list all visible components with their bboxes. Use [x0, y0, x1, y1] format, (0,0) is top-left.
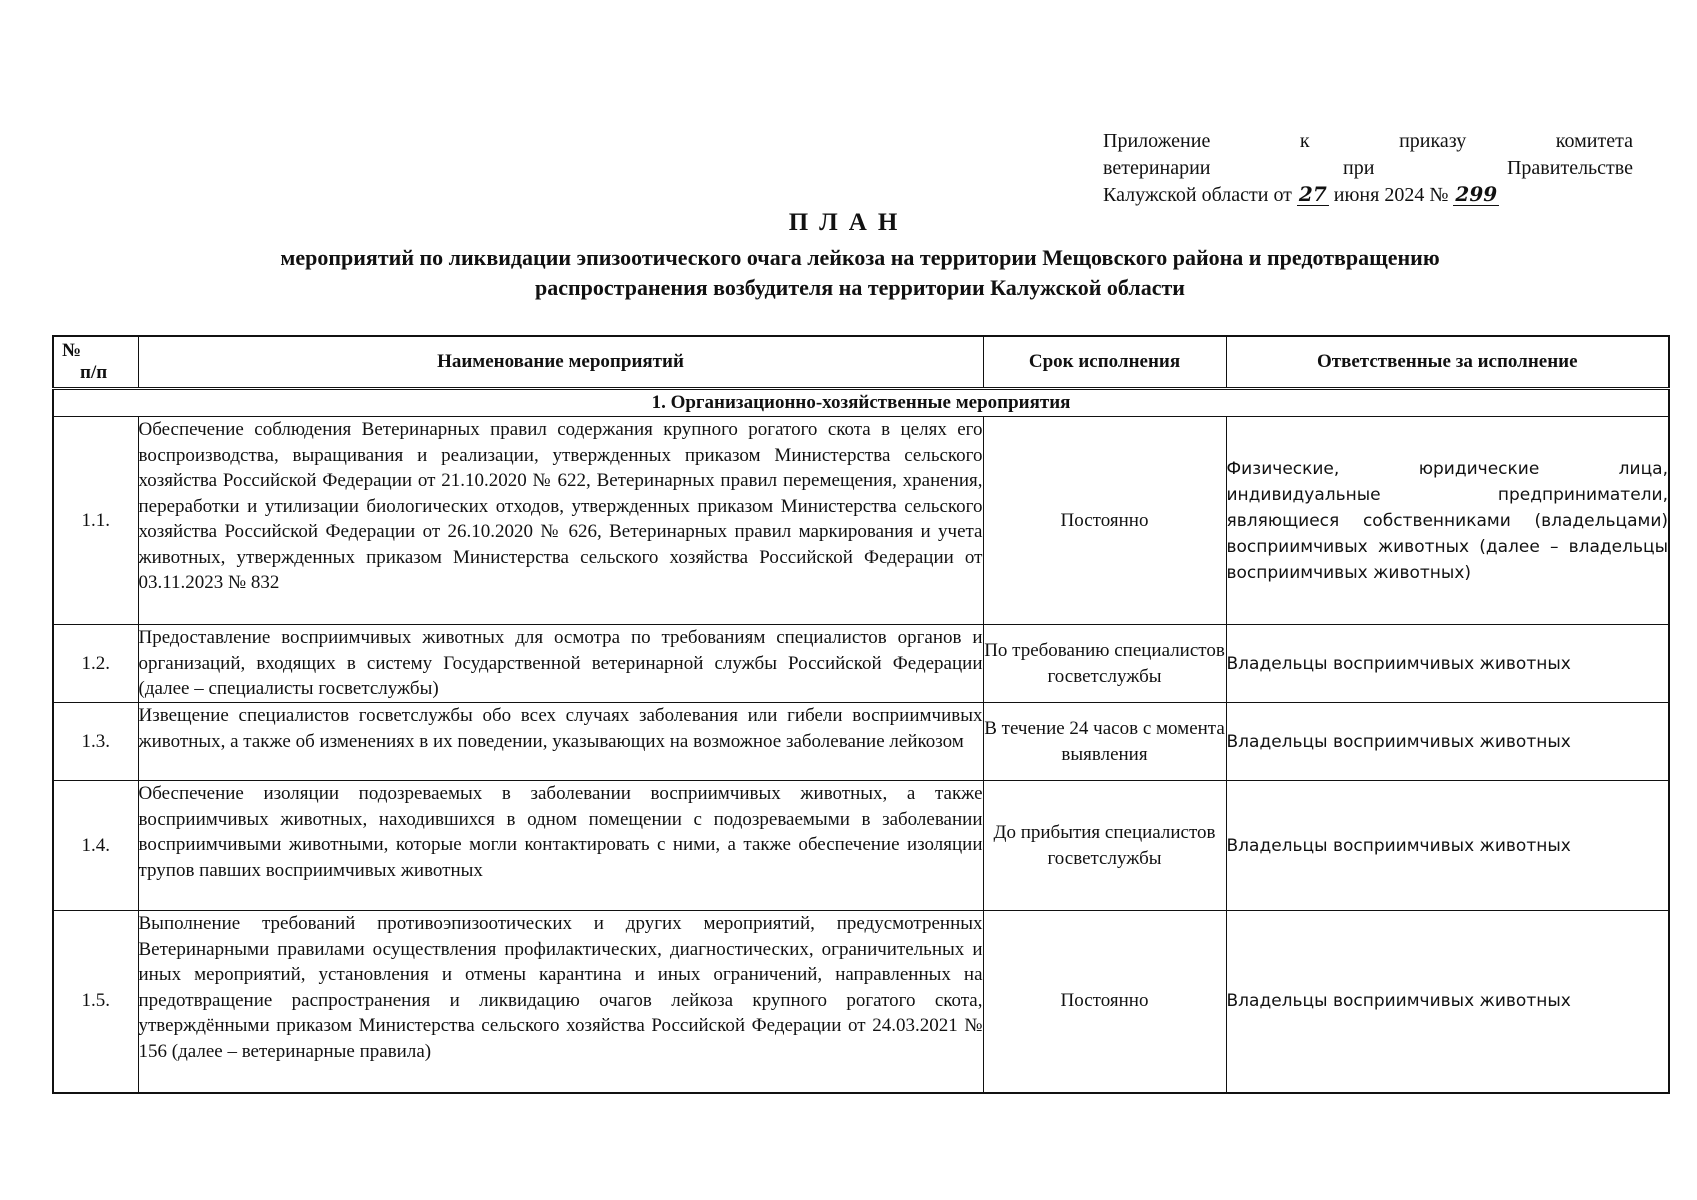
appendix-word: при	[1343, 157, 1375, 179]
appendix-line-2	[1103, 155, 1633, 182]
row-responsible: Владельцы восприимчивых животных	[1226, 703, 1669, 781]
row-number: 1.2.	[53, 625, 138, 703]
row-responsible: Физические, юридические лица, индивидуальные предприниматели, являющиеся собственниками (владельцами) восприимчивых животных (далее – владельцы восприимчивых животных)	[1226, 417, 1669, 625]
handwritten-order-number: 299	[1455, 182, 1498, 206]
row-responsible: Владельцы восприимчивых животных	[1226, 781, 1669, 911]
column-header-responsible: Ответственные за исполнение	[1226, 336, 1669, 389]
column-header-number-abbr: п/п	[80, 362, 108, 383]
row-responsible: Владельцы восприимчивых животных	[1226, 911, 1669, 1093]
subtitle-line-2: распространения возбудителя на территории Калужской области	[535, 275, 1185, 300]
row-activity: Обеспечение соблюдения Ветеринарных правил содержания крупного рогатого скота в целях его воспроизводства, выращивания и реализации, утвержденных приказом Министерства сельского хозяйства Российской Федерации от 21.10.2020 № 622, Ветеринарных правил перемещения, хранения, переработки и утилизации биологических отходов, утвержденных приказом Министерства сельского хозяйства Российской Федерации от 26.10.2020 № 626, Ветеринарных правил маркирования и учета животных, утвержденных приказом Министерства сельского хозяйства Российской Федерации от 03.11.2023 № 832	[138, 417, 983, 625]
appendix-word: комитета	[1555, 130, 1633, 152]
plan-table	[52, 335, 1670, 1094]
appendix-word: к	[1299, 130, 1310, 152]
row-activity: Предоставление восприимчивых животных для осмотра по требованиям специалистов органов и организаций, входящих в систему Государственной ветеринарной службы Российской Федерации (далее – специалисты госветслужбы)	[138, 625, 983, 703]
row-term: В течение 24 часов с момента выявления	[983, 703, 1226, 781]
column-header-term: Срок исполнения	[983, 336, 1226, 389]
row-term: По требованию специалистов госветслужбы	[983, 625, 1226, 703]
section-title: 1. Организационно-хозяйственные мероприятия	[53, 389, 1669, 417]
appendix-line-3	[1103, 182, 1633, 209]
table-row	[53, 417, 1669, 625]
row-number: 1.4.	[53, 781, 138, 911]
subtitle-line-1: мероприятий по ликвидации эпизоотического очага лейкоза на территории Мещовского района и предотвращению	[280, 245, 1440, 270]
appendix-word: ветеринарии	[1103, 157, 1211, 179]
appendix-word: Правительстве	[1506, 157, 1633, 179]
table-row	[53, 703, 1669, 781]
appendix-word: приказу	[1399, 130, 1467, 152]
table-row	[53, 781, 1669, 911]
column-header-number-symbol: №	[62, 340, 82, 361]
section-row	[53, 389, 1669, 417]
document-title: ПЛАН	[788, 209, 909, 236]
row-number: 1.1.	[53, 417, 138, 625]
row-responsible: Владельцы восприимчивых животных	[1226, 625, 1669, 703]
document-subtitle	[120, 243, 1600, 303]
table-header-row	[53, 336, 1669, 389]
row-activity: Извещение специалистов госветслужбы обо всех случаях заболевания или гибели восприимчивых животных, а также об изменениях в их поведении, указывающих на возможное заболевание лейкозом	[138, 703, 983, 781]
appendix-month-year: июня 2024 №	[1333, 184, 1449, 206]
row-term: Постоянно	[983, 911, 1226, 1093]
row-term: Постоянно	[983, 417, 1226, 625]
column-header-name: Наименование мероприятий	[138, 336, 983, 389]
appendix-word: Приложение	[1103, 130, 1211, 152]
row-number: 1.5.	[53, 911, 138, 1093]
row-activity: Обеспечение изоляции подозреваемых в заболевании восприимчивых животных, а также восприимчивых животных, находившихся в одном помещении с подозреваемыми в заболевании восприимчивыми животными, которые могли контактировать с ними, а также обеспечение изоляции трупов павших восприимчивых животных	[138, 781, 983, 911]
row-number: 1.3.	[53, 703, 138, 781]
handwritten-day: 27	[1298, 182, 1327, 206]
appendix-date-prefix: Калужской области от	[1103, 184, 1292, 206]
column-header-number	[53, 336, 138, 389]
row-term: До прибытия специалистов госветслужбы	[983, 781, 1226, 911]
appendix-line-1	[1103, 128, 1633, 155]
table-row	[53, 911, 1669, 1093]
row-activity: Выполнение требований противоэпизоотических и других мероприятий, предусмотренных Ветеринарными правилами осуществления профилактических, диагностических, ограничительных и иных мероприятий, установления и отмены карантина и иных ограничений, направленных на предотвращение распространения и ликвидацию очагов лейкоза крупного рогатого скота, утверждёнными приказом Министерства сельского хозяйства Российской Федерации от 24.03.2021 № 156 (далее – ветеринарные правила)	[138, 911, 983, 1093]
table-row	[53, 625, 1669, 703]
appendix-note	[1103, 128, 1633, 209]
